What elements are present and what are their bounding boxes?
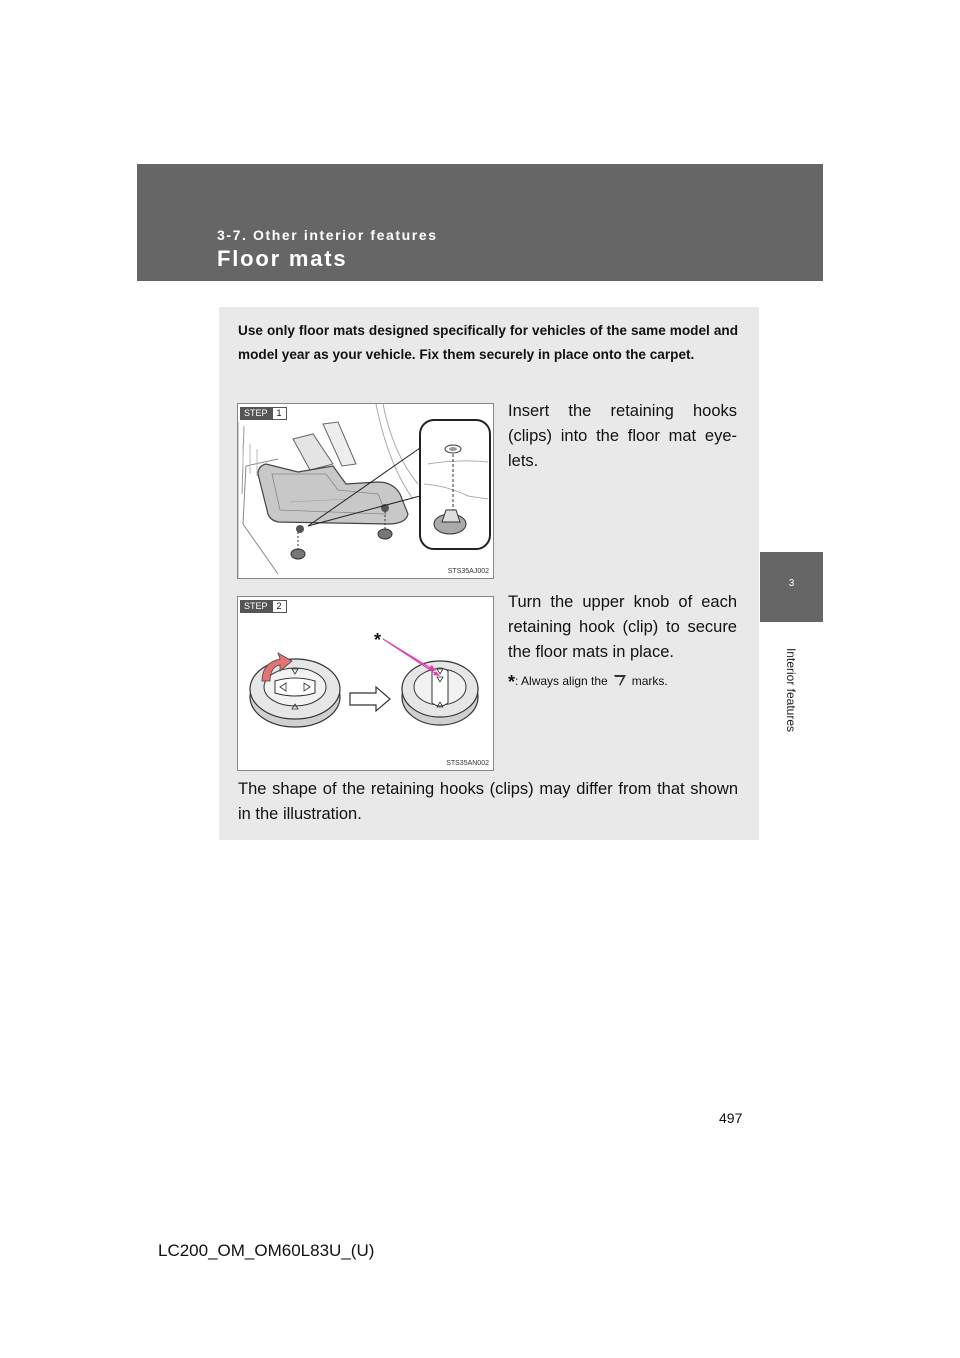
floor-mat-drawing	[238, 404, 493, 578]
retaining-hook-illustration	[237, 596, 494, 771]
intro-text: Use only floor mats designed specifically for vehicles of the same model and model year as your vehicle. Fix them securely in place onto the carpet.	[238, 323, 738, 362]
document-code: LC200_OM_OM60L83U_(U)	[158, 1241, 375, 1260]
step-2-text: Turn the upper knob of each retaining hook (clip) to secure the floor mats in place.	[508, 593, 737, 661]
page-number: 497	[719, 1110, 743, 1126]
chapter-tab[interactable]	[760, 552, 823, 622]
step-label: STEP	[240, 407, 272, 420]
floor-mat-illustration	[237, 403, 494, 579]
step-number: 1	[272, 407, 287, 420]
step-label: STEP	[240, 600, 272, 613]
closing-text: The shape of the retaining hooks (clips) may differ from that shown in the illustration.	[238, 780, 738, 823]
figure-code: STS35AN002	[446, 760, 489, 767]
figure-code: STS35AJ002	[447, 568, 489, 575]
chapter-number: 3	[788, 578, 795, 589]
retaining-hook-drawing	[238, 597, 493, 770]
step-number: 2	[272, 600, 287, 613]
alignment-note	[508, 673, 737, 690]
content-panel	[219, 307, 759, 840]
page-title: Floor mats	[217, 246, 348, 271]
right-arrow-icon	[350, 687, 390, 711]
step-badge	[240, 407, 287, 420]
note-before: : Always align the	[515, 674, 608, 688]
section-title: 3-7. Other interior features	[217, 227, 438, 243]
triangle-mark-icon	[614, 675, 626, 686]
section-header	[137, 164, 823, 281]
note-after: marks.	[631, 674, 668, 688]
step-badge	[240, 600, 287, 613]
figure-star: *	[374, 630, 382, 650]
step-1-text: Insert the retaining hooks (clips) into the floor mat eye-lets.	[508, 402, 737, 470]
chapter-label: Interior features	[784, 647, 798, 733]
note-star: *	[508, 672, 516, 692]
